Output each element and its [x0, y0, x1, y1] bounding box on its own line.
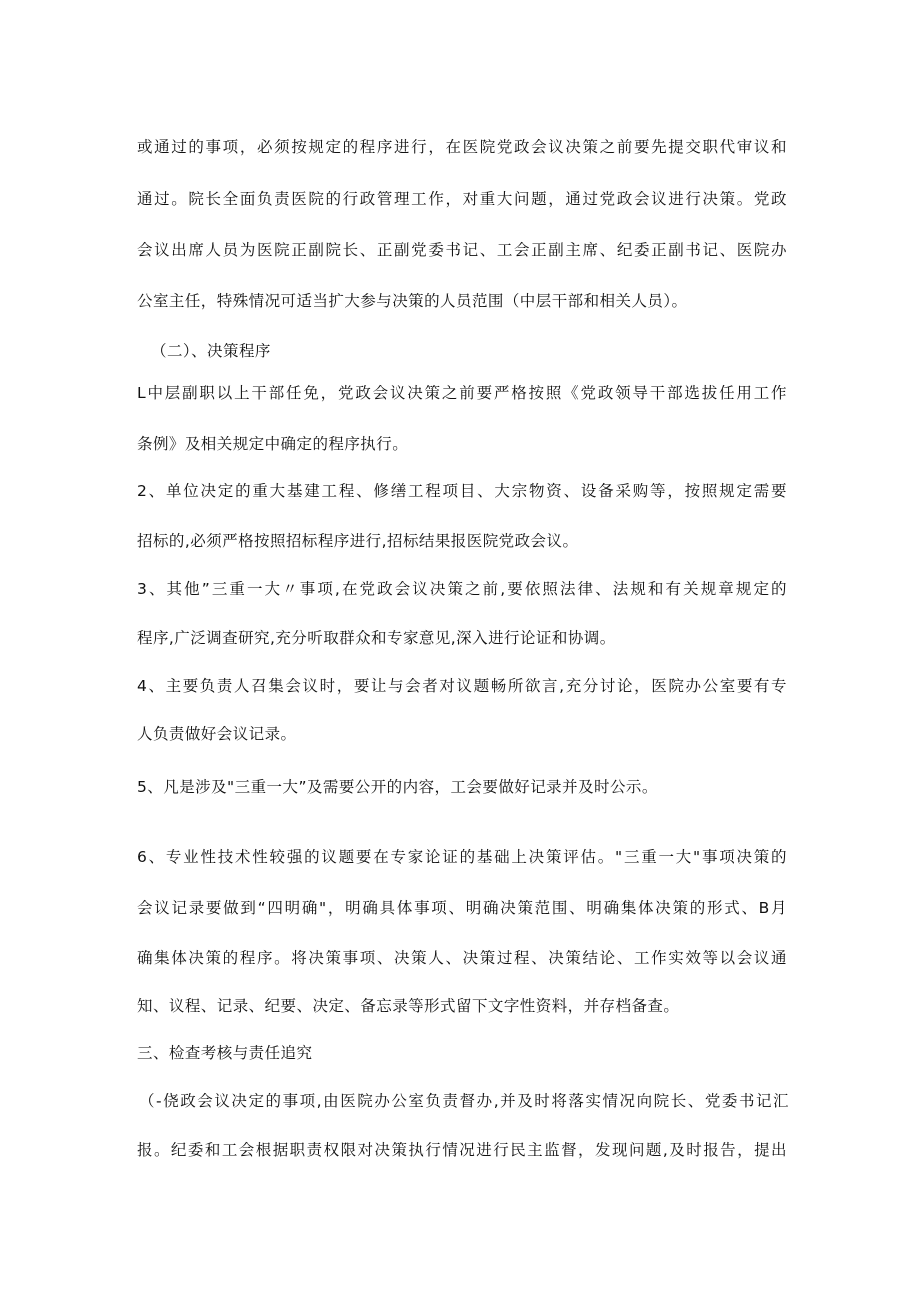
supervision-line-1: （-侥政会议决定的事项,由医院办公室负责督办,并及时将落实情况向院长、党委书记汇 — [139, 1092, 789, 1110]
item-6-line-2: 会议记录要做到“四明确"，明确具体事项、明确决策范围、明确集体决策的形式、B月 — [137, 899, 787, 917]
item-1-line-1: L中层副职以上干部任免，党政会议决策之前要严格按照《党政领导干部选拔任用工作 — [137, 384, 787, 402]
item-6-line-1: 6、专业性技术性较强的议题要在专家论证的基础上决策评估。"三重一大"事项决策的 — [137, 848, 787, 866]
item-4-line-2: 人负责做好会议记录。 — [137, 725, 297, 743]
text-line-3: 会议出席人员为医院正副院长、正副党委书记、工会正副主席、纪委正副书记、医院办 — [137, 241, 787, 259]
text-line-2: 通过。院长全面负责医院的行政管理工作，对重大问题，通过党政会议进行决策。党政 — [137, 190, 787, 208]
section-heading-inspection: 三、检查考核与责任追究 — [137, 1044, 313, 1062]
item-2-line-2: 招标的,必须严格按照招标程序进行,招标结果报医院党政会议。 — [137, 532, 579, 550]
item-2-line-1: 2、单位决定的重大基建工程、修缮工程项目、大宗物资、设备采购等，按照规定需要 — [137, 482, 787, 500]
item-1-line-2: 条例》及相关规定中确定的程序执行。 — [137, 435, 409, 453]
section-heading-decision-procedure: （二）、决策程序 — [151, 342, 271, 360]
text-line-1: 或通过的事项，必须按规定的程序进行，在医院党政会议决策之前要先提交职代审议和 — [137, 138, 787, 156]
item-3-line-1: 3、其他”三重一大〃事项,在党政会议决策之前,要依照法律、法规和有关规章规定的 — [137, 580, 787, 598]
item-6-line-3: 确集体决策的程序。将决策事项、决策人、决策过程、决策结论、工作实效等以会议通 — [137, 949, 787, 967]
text-line-4: 公室主任，特殊情况可适当扩大参与决策的人员范围（中层干部和相关人员）。 — [137, 292, 688, 310]
item-5-line-1: 5、凡是涉及"三重一大”及需要公开的内容，工会要做好记录并及时公示。 — [137, 778, 658, 796]
item-3-line-2: 程序,广泛调查研究,充分听取群众和专家意见,深入进行论证和协调。 — [137, 629, 616, 647]
supervision-line-2: 报。纪委和工会根据职责权限对决策执行情况进行民主监督，发现问题,及时报告，提出 — [137, 1141, 787, 1159]
item-4-line-1: 4、主要负责人召集会议时，要让与会者对议题畅所欲言,充分讨论，医院办公室要有专 — [137, 677, 787, 695]
item-6-line-4: 知、议程、记录、纪要、决定、备忘录等形式留下文字性资料，并存档备查。 — [137, 997, 680, 1015]
